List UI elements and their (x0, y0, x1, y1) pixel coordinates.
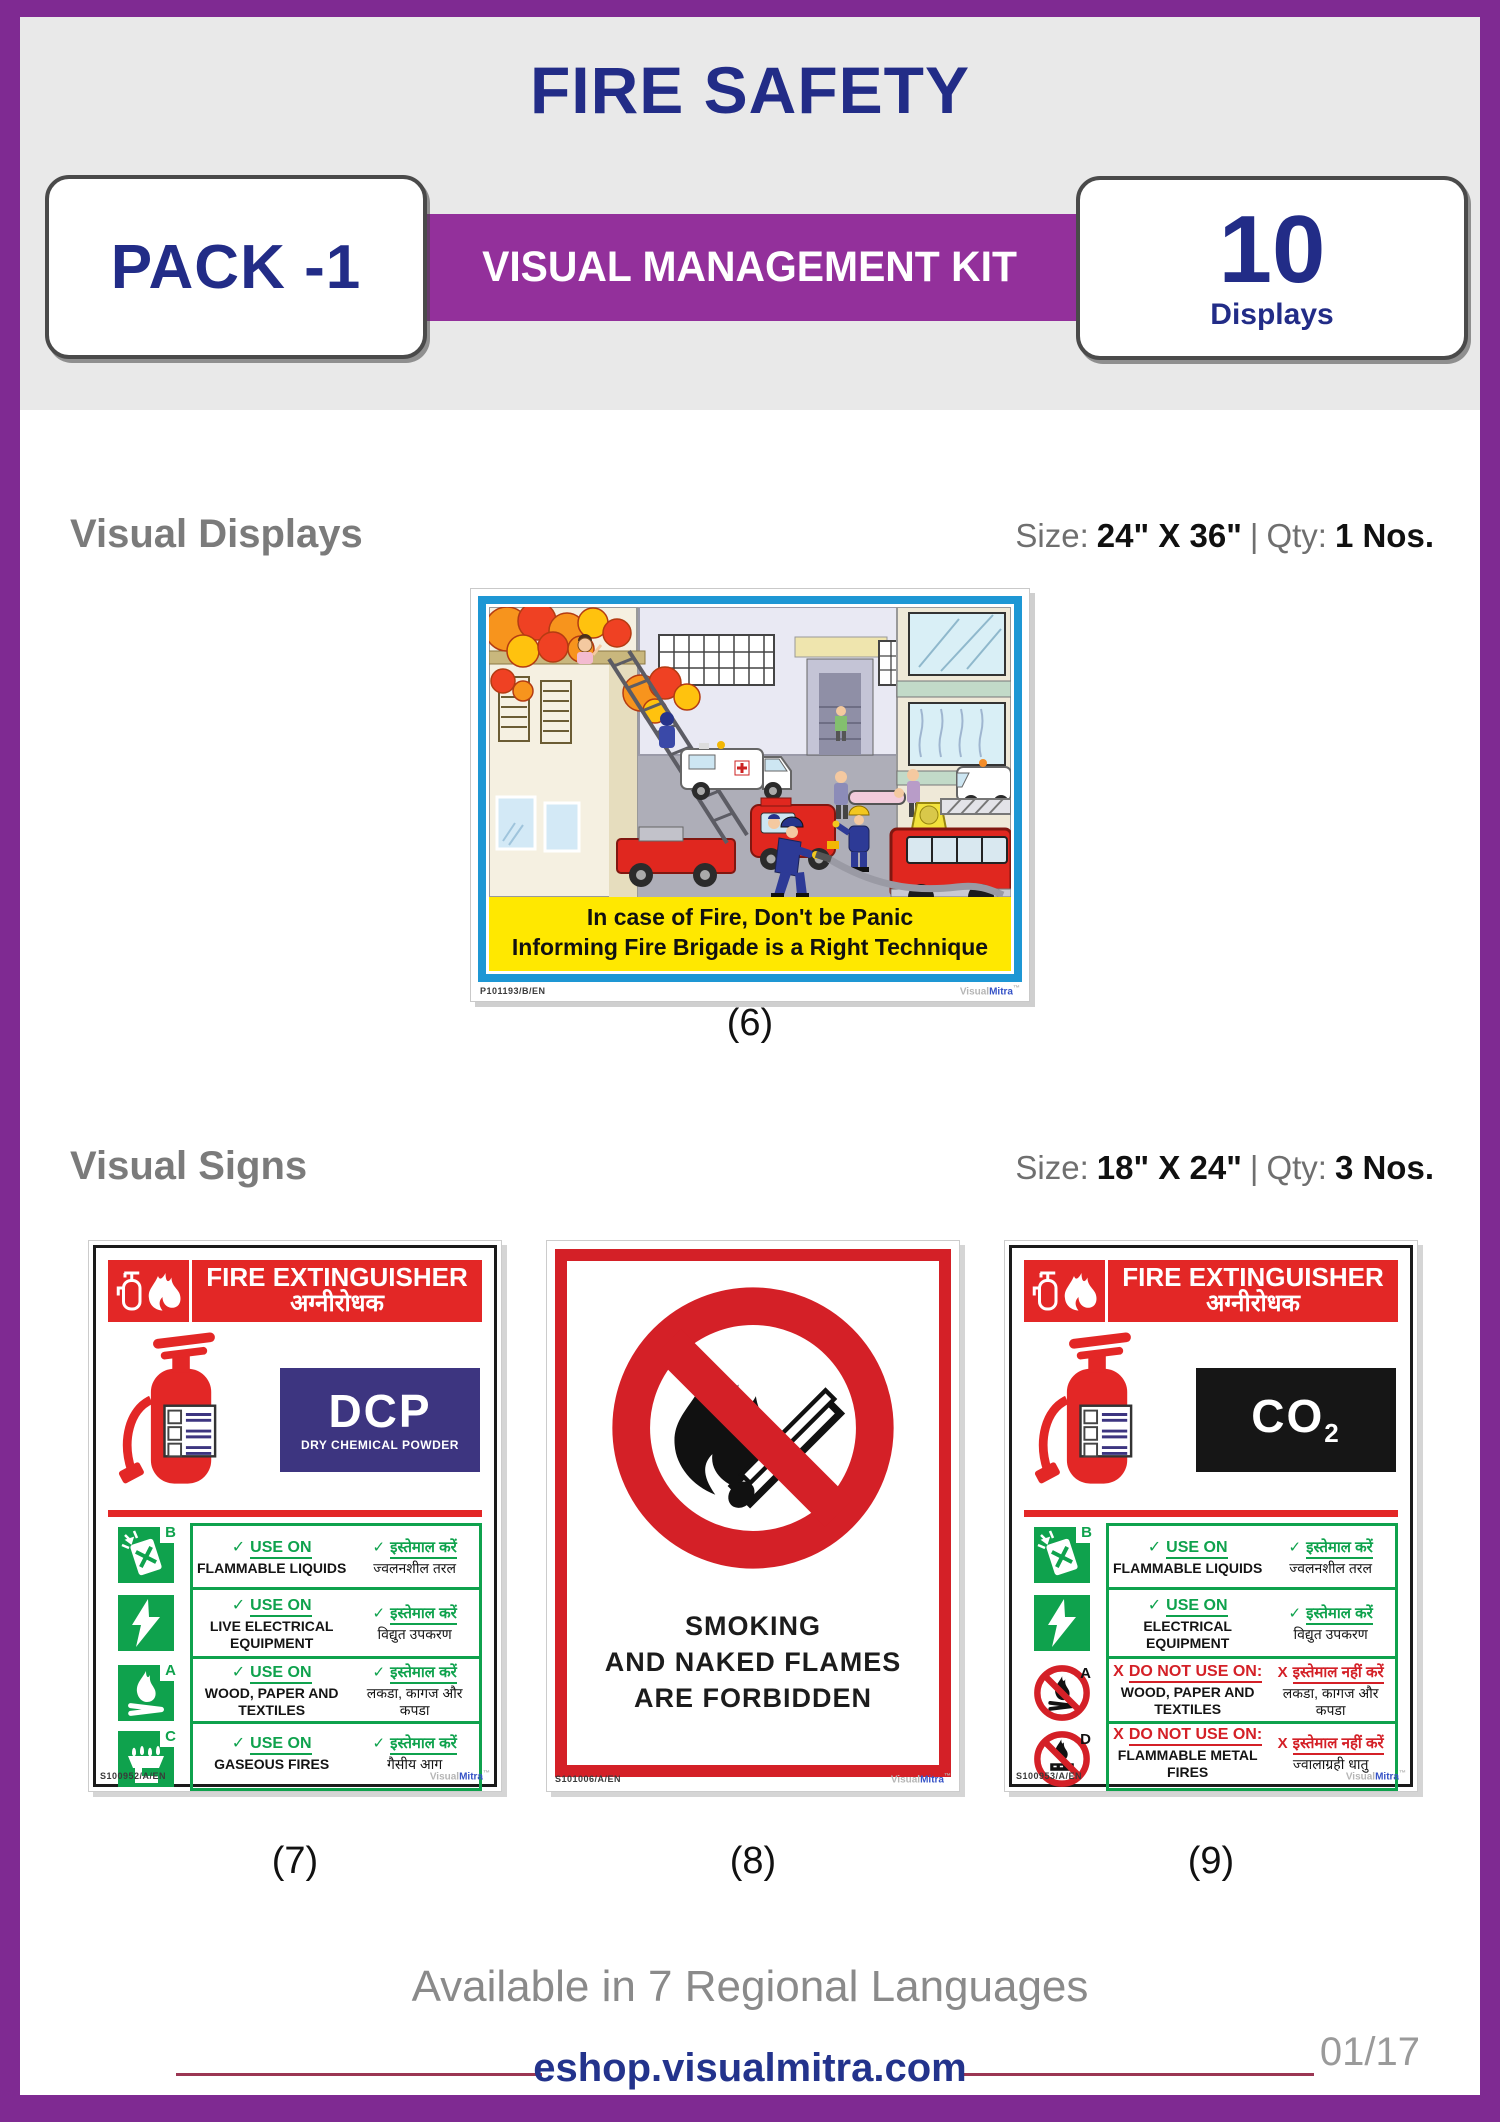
lightning-bolt-icon (118, 1595, 174, 1651)
table-row: X DO NOT USE ON: WOOD, PAPER AND TEXTILES X इस्तेमाल नहीं करें लकडा, कागज और कपडा (1109, 1656, 1395, 1721)
size-label: Size: (1015, 517, 1089, 554)
visualmitra-logo: VisualMitra™ (429, 1769, 490, 1782)
no-open-flame-icon (608, 1283, 898, 1573)
type-name: DRY CHEMICAL POWDER (301, 1438, 459, 1452)
flammable-liquid-canister-icon: B (1034, 1527, 1090, 1583)
page-title: FIRE SAFETY (529, 53, 971, 127)
table-row: X DO NOT USE ON: FLAMMABLE METAL FIRES X इस्तेमाल नहीं करें ज्वालाग्रही धातु (1109, 1721, 1395, 1782)
table-row: ✓ USE ON FLAMMABLE LIQUIDS ✓ इस्तेमाल करें ज्वलनशील तरल (196, 1538, 457, 1576)
red-extinguisher-illustration (1024, 1324, 1174, 1504)
display-count-badge (1076, 176, 1468, 360)
table-row: ✓ USE ON ELECTRICAL EQUIPMENT ✓ इस्तेमाल करें विद्युत उपकरण (1109, 1587, 1395, 1656)
prohibition-line3: ARE FORBIDDEN (633, 1683, 872, 1714)
divider (1024, 1510, 1398, 1517)
kit-banner (420, 214, 1078, 321)
fire-brigade-poster (470, 588, 1030, 1002)
red-extinguisher-illustration (108, 1324, 258, 1504)
use-on-table (1106, 1523, 1398, 1791)
sign-title-en: FIRE EXTINGUISHER (206, 1262, 468, 1293)
dcp-type-box (280, 1368, 480, 1472)
no-wood-fire-icon: A (1032, 1663, 1092, 1723)
prohibition-line2: AND NAKED FLAMES (604, 1647, 902, 1678)
extinguisher-flame-icon (108, 1260, 192, 1322)
sign-code: S101006/A/EN (555, 1773, 622, 1784)
sign-code: S100953/A/EN (1016, 1770, 1083, 1781)
kit-banner-label: VISUAL MANAGEMENT KIT (481, 243, 1017, 291)
poster-caption-line1: In case of Fire, Don't be Panic (586, 904, 914, 930)
table-row: ✓ USE ON FLAMMABLE LIQUIDS ✓ इस्तेमाल करें ज्वलनशील तरल (1112, 1538, 1373, 1576)
visual-displays-title: Visual Displays (70, 512, 363, 556)
website-link[interactable]: eshop.visualmitra.com (533, 2046, 967, 2090)
visual-signs-header (70, 1144, 1434, 1189)
poster-code: P101193/B/EN (480, 985, 546, 996)
sign-header (1024, 1260, 1398, 1322)
visual-signs-title: Visual Signs (70, 1144, 308, 1188)
page-number: 01/17 (1319, 2030, 1420, 2074)
sign-title-hi: अग्नीरोधक (1206, 1290, 1300, 1318)
sign9-number: (9) (1187, 1840, 1235, 1882)
type-code: DCP (328, 1385, 432, 1437)
separator: | (1249, 1149, 1259, 1186)
poster-frame (478, 596, 1022, 982)
visual-displays-header (70, 512, 1434, 557)
co2-extinguisher-sign (1004, 1240, 1418, 1792)
size-label: Size: (1015, 1149, 1089, 1186)
no-smoking-sign (546, 1240, 960, 1792)
no-metal-fire-icon: D (1032, 1729, 1092, 1789)
divider (108, 1510, 482, 1517)
sign-header (108, 1260, 482, 1322)
gas-fire-icon: C (118, 1731, 174, 1787)
qty-value: 3 Nos. (1334, 1149, 1434, 1186)
separator: | (1249, 517, 1259, 554)
pack-badge (45, 175, 427, 359)
prohibition-line1: SMOKING (684, 1611, 821, 1641)
qty-value: 1 Nos. (1334, 517, 1434, 554)
pack-label: PACK -1 (110, 232, 362, 302)
table-row: ✓ USE ON GASEOUS FIRES ✓ इस्तेमाल करें गैसीय आग (193, 1721, 479, 1782)
poster-caption-band (489, 897, 1011, 971)
table-row: ✓ USE ON WOOD, PAPER AND TEXTILES ✓ इस्तेमाल करें लकडा, कागज और कपडा (193, 1656, 479, 1721)
visual-signs-size (1015, 1149, 1434, 1187)
prohibition-text (567, 1608, 939, 1717)
availability-note: Available in 7 Regional Languages (411, 1962, 1089, 2011)
use-on-table (190, 1523, 482, 1791)
size-value: 24" X 36" (1096, 517, 1242, 554)
wood-fire-icon: A (118, 1665, 174, 1721)
display-count: 10 (1218, 196, 1326, 304)
table-row: ✓ USE ON LIVE ELECTRICAL EQUIPMENT ✓ इस्तेमाल करें विद्युत उपकरण (193, 1587, 479, 1656)
poster-code-strip (478, 982, 1022, 998)
lightning-bolt-icon (1034, 1595, 1090, 1651)
prohibition-frame (555, 1249, 951, 1777)
co2-type-box: $CO_2$ (1196, 1368, 1396, 1472)
sign8-number: (8) (729, 1840, 777, 1882)
sign7-number: (7) (271, 1840, 319, 1882)
sign-code: S100952/A/EN (100, 1770, 167, 1781)
poster-caption-line2: Informing Fire Brigade is a Right Technique (511, 933, 989, 960)
visualmitra-logo: VisualMitra™ (959, 984, 1020, 998)
qty-label: Qty: (1266, 1149, 1327, 1186)
visual-displays-size (1015, 517, 1434, 555)
qty-label: Qty: (1266, 517, 1327, 554)
visualmitra-logo: VisualMitra™ (890, 1772, 951, 1785)
sign-title-hi: अग्नीरोधक (290, 1290, 384, 1318)
dcp-extinguisher-sign (88, 1240, 502, 1792)
fire-scene-illustration (489, 607, 1011, 897)
extinguisher-flame-icon (1024, 1260, 1108, 1322)
display-count-label: Displays (1210, 297, 1334, 331)
sign-title-en: FIRE EXTINGUISHER (1122, 1262, 1384, 1293)
poster-number: (6) (726, 1002, 774, 1044)
size-value: 18" X 24" (1096, 1149, 1242, 1186)
flammable-liquid-canister-icon: B (118, 1527, 174, 1583)
visualmitra-logo: VisualMitra™ (1345, 1769, 1406, 1782)
